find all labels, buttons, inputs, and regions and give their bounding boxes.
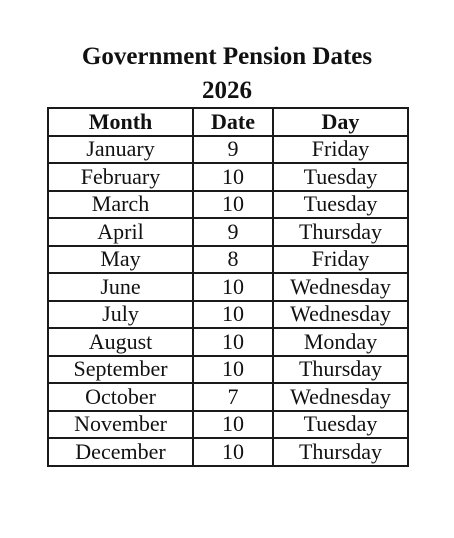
table-row (48, 218, 408, 246)
table-row (48, 438, 408, 466)
cell-date: 8 (193, 246, 273, 274)
cell-month: March (48, 191, 193, 219)
cell-month: July (48, 301, 193, 329)
cell-date: 9 (193, 136, 273, 164)
header-date: Date (193, 108, 273, 136)
cell-day: Tuesday (273, 163, 408, 191)
cell-date: 10 (193, 356, 273, 384)
cell-date: 9 (193, 218, 273, 246)
table-row (48, 273, 408, 301)
cell-month: May (48, 246, 193, 274)
cell-date: 10 (193, 163, 273, 191)
page-subtitle-year: 2026 (202, 77, 252, 104)
table-row (48, 191, 408, 219)
cell-date: 10 (193, 191, 273, 219)
table-row (48, 163, 408, 191)
cell-day: Tuesday (273, 191, 408, 219)
table-row (48, 328, 408, 356)
cell-month: November (48, 411, 193, 439)
table-header-row (48, 108, 408, 136)
table-row (48, 411, 408, 439)
cell-month: February (48, 163, 193, 191)
cell-day: Thursday (273, 438, 408, 466)
cell-date: 10 (193, 328, 273, 356)
table-row (48, 246, 408, 274)
cell-day: Wednesday (273, 273, 408, 301)
cell-day: Friday (273, 136, 408, 164)
cell-month: September (48, 356, 193, 384)
cell-month: June (48, 273, 193, 301)
page-title: Government Pension Dates (81, 43, 373, 70)
cell-day: Thursday (273, 218, 408, 246)
cell-date: 10 (193, 411, 273, 439)
cell-date: 10 (193, 273, 273, 301)
header-day: Day (273, 108, 408, 136)
table-row (48, 301, 408, 329)
cell-day: Thursday (273, 356, 408, 384)
table-row (48, 356, 408, 384)
cell-month: January (48, 136, 193, 164)
cell-day: Wednesday (273, 301, 408, 329)
cell-day: Monday (273, 328, 408, 356)
cell-month: December (48, 438, 193, 466)
header-month: Month (48, 108, 193, 136)
cell-day: Tuesday (273, 411, 408, 439)
cell-month: April (48, 218, 193, 246)
cell-month: October (48, 383, 193, 411)
cell-day: Friday (273, 246, 408, 274)
cell-month: August (48, 328, 193, 356)
cell-day: Wednesday (273, 383, 408, 411)
table-row (48, 136, 408, 164)
pension-dates-table (47, 107, 409, 467)
cell-date: 10 (193, 301, 273, 329)
cell-date: 10 (193, 438, 273, 466)
cell-date: 7 (193, 383, 273, 411)
table-row (48, 383, 408, 411)
